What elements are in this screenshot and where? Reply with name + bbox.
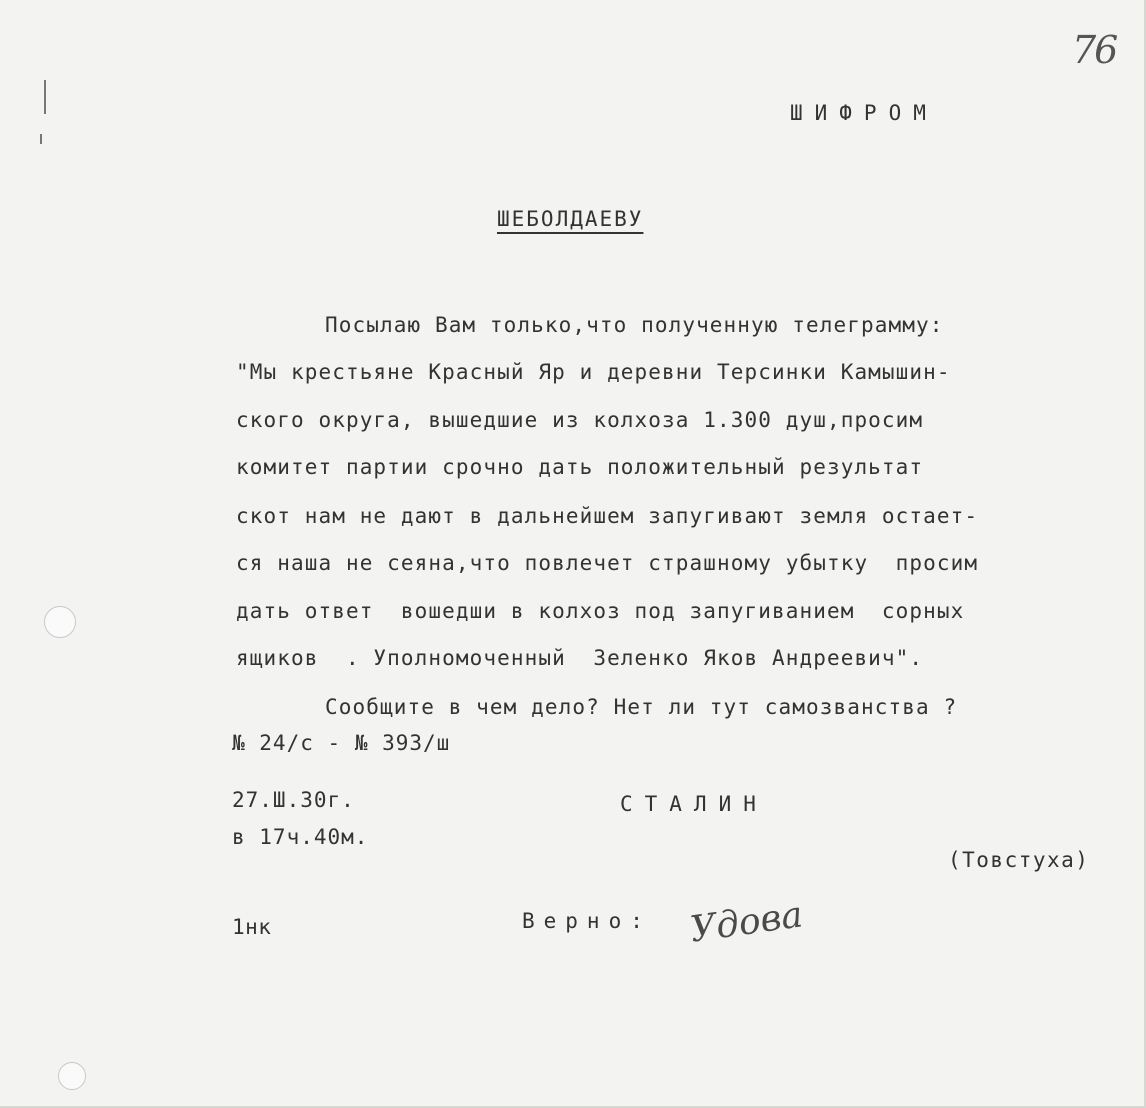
body-line: Посылаю Вам только,что полученную телеграмму:: [325, 313, 944, 337]
reference-numbers: № 24/с - № 393/ш: [232, 731, 451, 755]
copy-code: 1нк: [232, 915, 272, 939]
copy-by: (Товстуха): [948, 848, 1090, 872]
margin-mark: [44, 80, 46, 114]
addressee-title: ШЕБОЛДАЕВУ: [497, 207, 644, 231]
cipher-label: ШИФРОМ: [790, 101, 938, 125]
dispatch-time: в 17ч.40м.: [232, 825, 369, 849]
body-line: скот нам не дают в дальнейшем запугивают земля остает-: [236, 504, 979, 528]
body-line: дать ответ вошедши в колхоз под запугиванием сорных: [236, 599, 965, 623]
dispatch-date: 27.Ш.30г.: [232, 788, 355, 812]
body-line: ящиков . Уполномоченный Зеленко Яков Андреевич".: [236, 646, 924, 670]
certified-signature: Удова: [687, 894, 806, 951]
body-line: ся наша не сеяна,что повлечет страшному убытку просим: [236, 551, 979, 575]
punch-hole: [44, 606, 76, 638]
body-line: Сообщите в чем дело? Нет ли тут самозванства ?: [325, 695, 958, 719]
body-line: "Мы крестьяне Красный Яр и деревни Терсинки Камышин-: [236, 360, 951, 384]
margin-mark: [40, 134, 42, 144]
body-line: комитет партии срочно дать положительный результат: [236, 455, 924, 479]
archive-page-number: 76: [1072, 28, 1117, 72]
body-line: ского округа, вышедшие из колхоза 1.300 душ,просим: [236, 408, 924, 432]
certified-label: Верно:: [522, 909, 652, 933]
punch-hole: [58, 1062, 86, 1090]
signature-name: СТАЛИН: [620, 792, 768, 816]
